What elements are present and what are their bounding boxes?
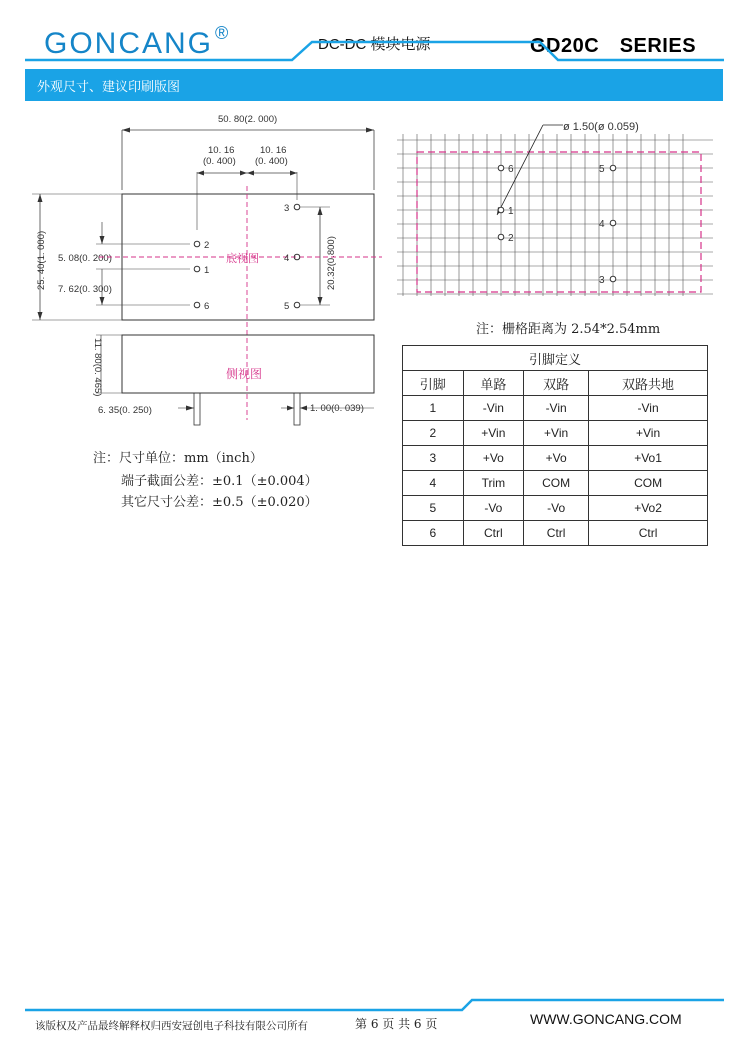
svg-text:4: 4	[599, 219, 605, 230]
header-rule	[0, 0, 750, 70]
pad-1	[498, 206, 514, 217]
pad-6	[498, 164, 514, 175]
dim-pitch-left-inch: (0. 400)	[203, 156, 236, 167]
table-cell: COM	[524, 471, 589, 496]
table-cell: +Vo1	[589, 446, 708, 471]
mechanical-drawing	[0, 100, 395, 440]
table-cell: +Vin	[589, 421, 708, 446]
col-header-dual-common: 双路共地	[589, 371, 708, 396]
table-cell: Ctrl	[524, 521, 589, 546]
svg-text:2: 2	[204, 240, 210, 251]
dim-overall-height: 25. 40(1. 000)	[36, 230, 47, 290]
svg-text:3: 3	[284, 203, 290, 214]
section-title: 外观尺寸、建议印刷版图	[37, 80, 181, 95]
col-header-pin: 引脚	[403, 371, 464, 396]
table-row	[403, 496, 708, 521]
table-cell: 3	[403, 446, 464, 471]
table-cell: COM	[589, 471, 708, 496]
note-units: 注：尺寸单位：mm（inch）	[93, 451, 263, 466]
dim-1-00: 1. 00(0. 039)	[310, 403, 364, 414]
series-title: GD20C SERIES	[530, 35, 697, 57]
pin-definition-table	[402, 345, 708, 546]
table-cell: Ctrl	[463, 521, 524, 546]
section-header-bar	[25, 69, 723, 101]
product-category: DC-DC 模块电源	[318, 36, 431, 53]
side-pin-left	[194, 393, 200, 425]
col-header-dual: 双路	[524, 371, 589, 396]
dim-pitch-right-inch: (0. 400)	[255, 156, 288, 167]
table-row	[403, 421, 708, 446]
table-cell: +Vo2	[589, 496, 708, 521]
svg-text:3: 3	[599, 275, 605, 286]
module-body-side-view	[122, 335, 374, 393]
table-cell: 2	[403, 421, 464, 446]
table-row	[403, 471, 708, 496]
dim-6-35: 6. 35(0. 250)	[98, 405, 152, 416]
side-view-label: 侧视图	[226, 367, 263, 381]
registered-mark: ®	[215, 23, 231, 43]
table-cell: -Vin	[463, 396, 524, 421]
dim-5-08: 5. 08(0. 200)	[58, 253, 112, 264]
table-cell: -Vo	[524, 496, 589, 521]
table-cell: -Vin	[589, 396, 708, 421]
table-row	[403, 521, 708, 546]
table-cell: Ctrl	[589, 521, 708, 546]
pin-1	[194, 265, 209, 276]
svg-text:5: 5	[599, 164, 605, 175]
col-header-single: 单路	[463, 371, 524, 396]
note-pin-tolerance: 端子截面公差：±0.1（±0.004）	[121, 474, 318, 489]
footer-website-link[interactable]: WWW.GONCANG.COM	[530, 1011, 682, 1027]
dim-7-62: 7. 62(0. 300)	[58, 284, 112, 295]
pad-2	[498, 233, 514, 244]
svg-text:2: 2	[508, 233, 514, 244]
pin-3	[284, 203, 300, 214]
table-cell: 4	[403, 471, 464, 496]
svg-text:6: 6	[508, 164, 514, 175]
dim-20-32: 20.32(0.800)	[326, 236, 337, 290]
svg-text:4: 4	[284, 253, 290, 264]
bottom-view-label: 底视图	[226, 253, 259, 265]
table-cell: 6	[403, 521, 464, 546]
table-cell: -Vin	[524, 396, 589, 421]
pcb-layout-grid	[395, 110, 725, 310]
footer-page-number: 第 6 页 共 6 页	[355, 1017, 438, 1031]
footer-copyright: 该版权及产品最终解释权归西安冠创电子科技有限公司所有	[35, 1020, 308, 1032]
pin-4	[284, 253, 300, 264]
note-other-tolerance: 其它尺寸公差：±0.5（±0.020）	[121, 495, 318, 510]
table-cell: 5	[403, 496, 464, 521]
table-cell: +Vin	[463, 421, 524, 446]
svg-text:6: 6	[204, 301, 210, 312]
dim-overall-width: 50. 80(2. 000)	[218, 114, 278, 125]
dim-pitch-right: 10. 16	[260, 145, 287, 156]
table-row	[403, 396, 708, 421]
dim-11-80: 11. 80(0. 465)	[92, 338, 103, 397]
table-cell: +Vo	[524, 446, 589, 471]
svg-text:1: 1	[508, 206, 514, 217]
table-row	[403, 446, 708, 471]
table-cell: -Vo	[463, 496, 524, 521]
table-cell: Trim	[463, 471, 524, 496]
table-caption: 引脚定义	[403, 346, 708, 371]
table-header-row	[403, 371, 708, 396]
table-cell: +Vo	[463, 446, 524, 471]
logo-text: GONCANG	[44, 27, 214, 60]
dim-pitch-left: 10. 16	[208, 145, 235, 156]
svg-text:5: 5	[284, 301, 290, 312]
pin-5	[284, 301, 300, 312]
svg-text:1: 1	[204, 265, 210, 276]
pin-2	[194, 240, 209, 251]
grid-spacing-note: 注：栅格距离为 2.54*2.54mm	[476, 322, 661, 337]
hole-diameter-label: ø 1.50(ø 0.059)	[563, 121, 639, 133]
pin-6	[194, 301, 209, 312]
table-cell: 1	[403, 396, 464, 421]
side-pin-right	[294, 393, 300, 425]
table-cell: +Vin	[524, 421, 589, 446]
